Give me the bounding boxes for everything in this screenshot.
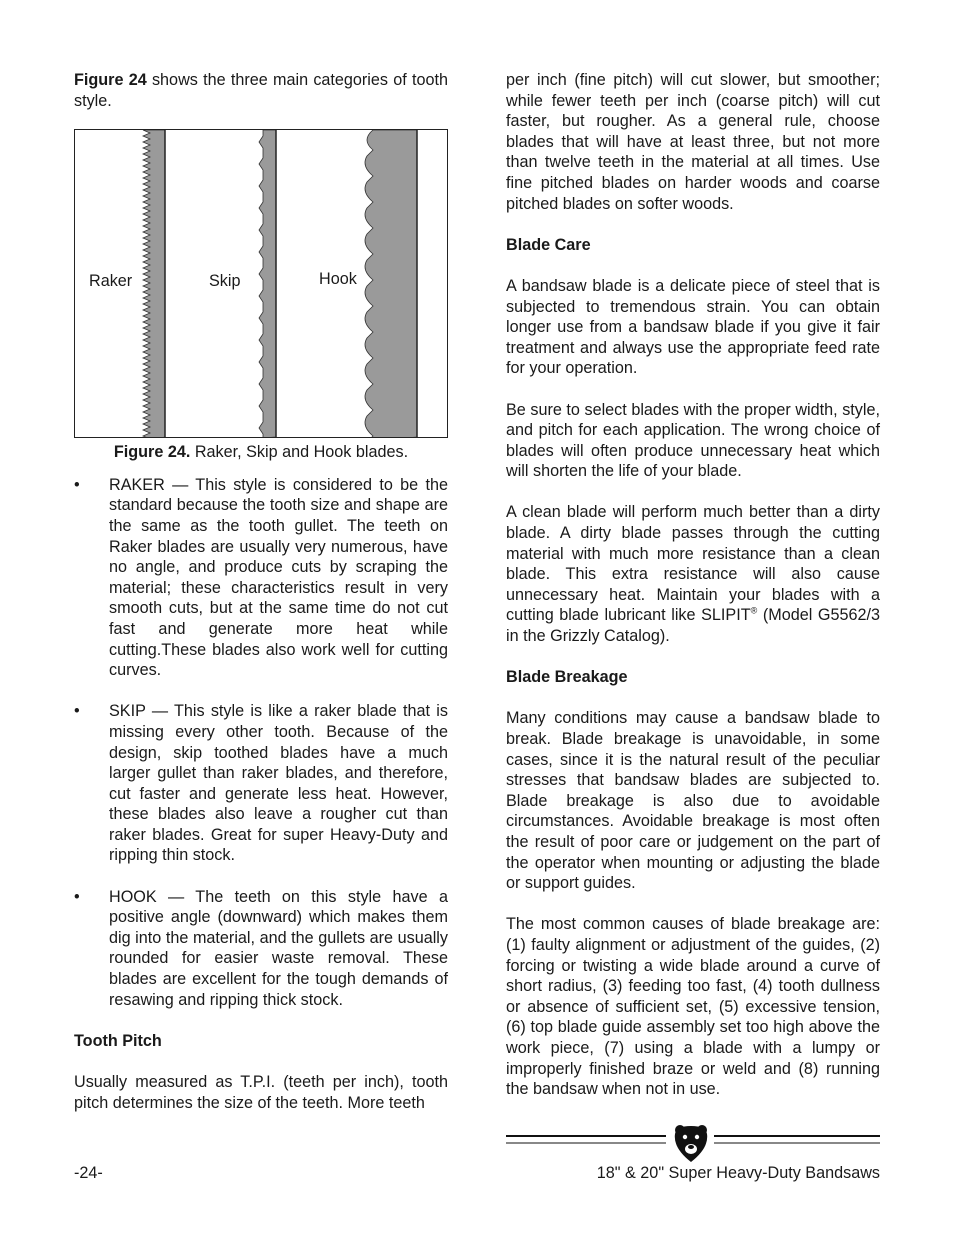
right-column — [506, 70, 880, 1100]
figure-caption: Figure 24. Raker, Skip and Hook blades. — [113, 443, 409, 462]
bullet-marker: • — [74, 702, 80, 721]
raker-blade — [143, 130, 165, 437]
hook-blade — [365, 130, 417, 437]
tooth-style-list — [74, 475, 448, 1010]
blade-breakage-paragraph-2: The most common causes of blade breakage are: (1) faulty alignment or adjustment of the guides, (2) forcing or twisting a wide blade around a curve of short radius, (3) feeding too fast, (4) tooth dullness or absence of sufficient set, (5) excessive tension, (6) top blade guide assembly set too high above the work piece, (7) using a blade with a lumpy or improperly finished braze or weld and (8) running the bandsaw when not in use. — [506, 915, 880, 1099]
bullet-marker: • — [74, 887, 80, 906]
tooth-pitch-heading: Tooth Pitch — [74, 1031, 162, 1050]
tooth-pitch-paragraph: Usually measured as T.P.I. (teeth per inch), tooth pitch determines the size of the teeth. More teeth — [74, 1073, 448, 1112]
skip-blade — [259, 130, 276, 437]
footer-title: 18" & 20" Super Heavy-Duty Bandsaws — [596, 1164, 880, 1182]
registered-mark: ® — [750, 606, 758, 617]
footer-rule — [506, 1122, 880, 1166]
blade-care-paragraph-1: A bandsaw blade is a delicate piece of steel that is subjected to tremendous strain. You can obtain longer use from a bandsaw blade if you give it fair treatment and always use the appropriate feed rate for your operation. — [506, 276, 880, 378]
left-column — [74, 70, 448, 1113]
blade-care-heading: Blade Care — [506, 235, 591, 254]
skip-label: Skip — [209, 272, 241, 291]
raker-label: Raker — [89, 272, 133, 291]
bear-head-icon — [675, 1125, 707, 1162]
hook-label: Hook — [319, 270, 357, 289]
blade-care-paragraph-2: Be sure to select blades with the proper width, style, and pitch for each application. The wrong choice of blades will often produce unnecessary heat which will shorten the life of your blade. — [506, 400, 880, 481]
figure-intro: Figure 24 shows the three main categories of tooth style. — [74, 71, 448, 110]
blade-care-paragraph-3: A clean blade will perform much better than a dirty blade. A dirty blade passes through the cutting material with much more resistance than a clean blade. This extra resistance will also cause unnecessary heat. Maintain your blades with a cutting blade lubricant like SLIPIT® (Model G5562/3 in the Grizzly Catalog). — [506, 503, 881, 646]
tooth-pitch-continued: per inch (fine pitch) will cut slower, but smoother; while fewer teeth per inch (coarse pitch) will cut faster, but rougher. As a general rule, choose blades that will have at least three, but not more than twelve teeth in the material at all times. Use fine pitched blades on harder woods and coarse pitched blades on softer woods. — [506, 71, 880, 213]
blade-breakage-paragraph-1: Many conditions may cause a bandsaw blade to break. Blade breakage is unavoidable, in some cases, since it is the natural result of the peculiar stresses that bandsaw blades are subjected to. Blade breakage is also due to avoidable circumstances. Avoidable breakage is most often the result of poor care or judgement on the part of the operator when mounting or adjusting the blade or support guides. — [506, 709, 880, 893]
page-number: -24- — [74, 1164, 103, 1182]
list-item: • SKIP — This style is like a raker blade that is missing every other tooth. Because of the design, skip toothed blades have a much larger gullet than raker blades, and therefore, cut faster and generate less heat. However, these blades also leave a rougher cut than raker blades. Great for super Heavy-Duty and ripping thin stock. — [74, 702, 448, 865]
blade-breakage-heading: Blade Breakage — [506, 668, 628, 687]
figure-24-blades — [74, 129, 448, 438]
list-item: • HOOK — The teeth on this style have a positive angle (downward) which makes them dig into the material, and the gullets are usually rounded for easier waste removal. These blades are excellent for the tough demands of resawing and ripping thick stock. — [74, 887, 448, 1009]
bullet-marker: • — [74, 475, 80, 494]
list-item: • RAKER — This style is considered to be the standard because the tooth size and shape are the same as the tooth gullet. The teeth on Raker blades are usually very numerous, have no angle, and produce cuts by scraping the material; these characteristics result in very smooth cuts, but at the same time do not cut fast and generate more heat while cutting.These blades also work well for cutting curves. — [74, 475, 448, 680]
